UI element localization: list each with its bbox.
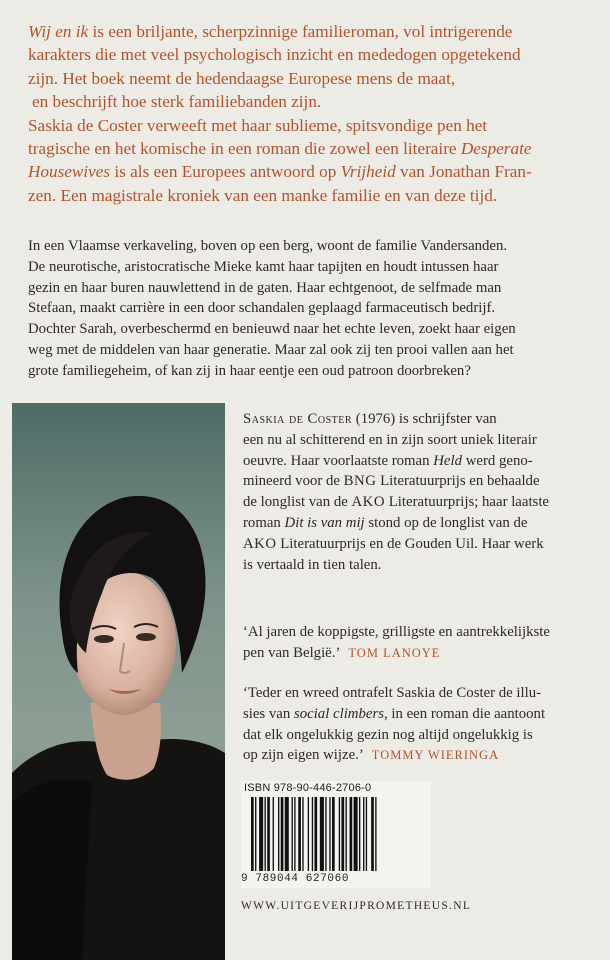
summary-line: Stefaan, maakt carrière in een door schandalen geplaagd farmaceutisch bedrijf. bbox=[28, 300, 496, 317]
quote-line: dat elk ongelukkig gezin nog altijd ongelukkig is bbox=[243, 726, 533, 743]
quote-text: sies van bbox=[243, 705, 294, 722]
bio-smallcaps: BNG bbox=[343, 473, 377, 490]
barcode-bar bbox=[273, 797, 274, 871]
barcode-bar bbox=[341, 797, 344, 871]
quote-attribution: TOM LANOYE bbox=[348, 645, 441, 660]
barcode-bar bbox=[302, 797, 303, 871]
bio-text: mineerd voor de bbox=[243, 473, 344, 490]
barcode-bar bbox=[278, 797, 279, 871]
barcode-bar bbox=[350, 797, 353, 871]
quote-text: pen van België.’ bbox=[243, 644, 341, 661]
barcode-bar bbox=[255, 797, 256, 871]
summary-line: weg met de middelen van haar generatie. Maar zal ook zij ten prooi vallen aan het bbox=[28, 341, 514, 358]
bio-text: Literatuurprijs; haar laatste bbox=[385, 494, 549, 511]
barcode-bar bbox=[265, 797, 266, 871]
barcode-bar bbox=[363, 797, 364, 871]
summary-line: In een Vlaamse verkaveling, boven op een berg, woont de familie Vandersanden. bbox=[28, 238, 508, 254]
bio-line bbox=[243, 451, 598, 472]
barcode-bar bbox=[314, 797, 317, 871]
bio-line bbox=[243, 471, 598, 492]
blurb-line bbox=[28, 20, 598, 43]
isbn-label: ISBN 978-90-446-2706-0 bbox=[244, 782, 372, 794]
blurb-line: karakters die met veel psychologisch inzicht en mededogen opgetekend bbox=[28, 45, 521, 65]
barcode-bar bbox=[371, 797, 374, 871]
quote-line bbox=[243, 745, 598, 766]
blurb-line: zen. Een magistrale kroniek van een manke familie en van deze tijd. bbox=[28, 185, 498, 205]
bio-text: Literatuurprijs en behaalde bbox=[376, 473, 540, 490]
bio-text: stond op de longlist van de bbox=[364, 514, 528, 531]
bio-text: oeuvre. Haar voorlaatste roman bbox=[243, 452, 434, 469]
publisher-website: WWW.UITGEVERIJPROMETHEUS.NL bbox=[241, 900, 472, 912]
quote-attribution: TOMMY WIERINGA bbox=[371, 748, 500, 763]
barcode-bar bbox=[339, 797, 340, 871]
summary-line: De neurotische, aristocratische Mieke kamt haar tapijten en houdt intussen haar bbox=[28, 258, 499, 275]
author-bio bbox=[243, 409, 598, 575]
bio-line bbox=[243, 409, 598, 430]
bio-emphasis: Held bbox=[433, 452, 462, 469]
blurb-emphasis: Housewives bbox=[28, 162, 111, 182]
bio-text: werd geno- bbox=[462, 452, 533, 469]
isbn-barcode bbox=[241, 781, 431, 888]
barcode-bar bbox=[259, 797, 263, 871]
barcode-bar bbox=[325, 797, 326, 871]
barcode-bar bbox=[294, 797, 295, 871]
barcode-bar bbox=[329, 797, 330, 871]
bio-line bbox=[243, 513, 598, 534]
blurb-line bbox=[28, 160, 598, 183]
barcode-bar bbox=[292, 797, 293, 871]
blurb-text: is als een Europees antwoord op bbox=[110, 162, 341, 182]
barcode-bar bbox=[312, 797, 313, 871]
quote-text: op zijn eigen wijze.’ bbox=[243, 747, 364, 764]
barcode-bar bbox=[285, 797, 289, 871]
blurb-emphasis: Desperate bbox=[460, 139, 532, 159]
barcode-bar bbox=[308, 797, 309, 871]
review-quote-lanoye bbox=[243, 622, 598, 664]
book-title: Wij en ik bbox=[28, 22, 89, 41]
quote-line bbox=[243, 643, 598, 664]
barcode-bar bbox=[354, 797, 358, 871]
author-photo bbox=[12, 403, 225, 960]
quote-line bbox=[243, 704, 598, 725]
barcode-bars bbox=[251, 797, 423, 871]
barcode-bar bbox=[366, 797, 367, 871]
blurb-text: van Jonathan Fran- bbox=[395, 162, 532, 182]
bio-text: de longlist van de bbox=[243, 494, 352, 511]
summary-line: Dochter Sarah, overbeschermd en benieuwd naar het echte leven, zoekt haar eigen bbox=[28, 321, 516, 338]
blurb-line: Saskia de Coster verweeft met haar sublieme, spitsvondige pen het bbox=[28, 115, 488, 135]
author-name: Saskia de Coster bbox=[243, 411, 353, 427]
blurb-text: is een briljante, scherpzinnige familieroman, vol intrigerende bbox=[88, 22, 513, 41]
barcode-bar bbox=[267, 797, 270, 871]
summary-line: grote familiegeheim, of kan zij in haar eentje een oud patroon doorbreken? bbox=[28, 362, 471, 379]
bio-smallcaps: AKO bbox=[351, 494, 386, 511]
barcode-bar bbox=[346, 797, 347, 871]
bio-line bbox=[243, 534, 598, 555]
blurb-line bbox=[28, 137, 598, 160]
barcode-bar bbox=[375, 797, 376, 871]
quote-line: ‘Al jaren de koppigste, grilligste en aantrekkelijkste bbox=[243, 624, 550, 640]
plot-summary bbox=[28, 236, 598, 382]
barcode-bar bbox=[251, 797, 254, 871]
bio-line bbox=[243, 492, 598, 513]
bio-line: een nu al schitterend en in zijn soort uniek literair bbox=[243, 431, 537, 448]
bio-text: Literatuurprijs en de Gouden Uil. Haar werk bbox=[276, 535, 544, 552]
quote-line: ‘Teder en wreed ontrafelt Saskia de Coster de illu- bbox=[243, 685, 542, 701]
blurb-text: tragische en het komische in een roman die zowel een literaire bbox=[28, 139, 461, 159]
bio-text: (1976) is schrijfster van bbox=[352, 411, 497, 427]
barcode-bar bbox=[281, 797, 284, 871]
blurb-emphasis: Vrijheid bbox=[340, 162, 396, 182]
barcode-digits: 9 789044 627060 bbox=[241, 873, 350, 885]
barcode-bar bbox=[359, 797, 360, 871]
review-quote-wieringa bbox=[243, 683, 598, 766]
barcode-bar bbox=[320, 797, 324, 871]
barcode-bar bbox=[298, 797, 301, 871]
bio-text: roman bbox=[243, 514, 285, 531]
bio-emphasis: Dit is van mij bbox=[284, 514, 365, 531]
publisher-blurb bbox=[28, 20, 598, 207]
barcode-bar bbox=[332, 797, 335, 871]
summary-line: gezin en haar buren nauwlettend in de gaten. Haar echtgenoot, de selfmade man bbox=[28, 279, 502, 296]
quote-emphasis: social climbers bbox=[293, 705, 384, 722]
bio-smallcaps: AKO bbox=[243, 535, 277, 552]
quote-text: , in een roman die aantoont bbox=[383, 705, 546, 722]
blurb-line: en beschrijft hoe sterk familiebanden zijn. bbox=[32, 92, 322, 112]
bio-line: is vertaald in tien talen. bbox=[243, 556, 382, 573]
blurb-line: zijn. Het boek neemt de hedendaagse Europese mens de maat, bbox=[28, 68, 456, 88]
